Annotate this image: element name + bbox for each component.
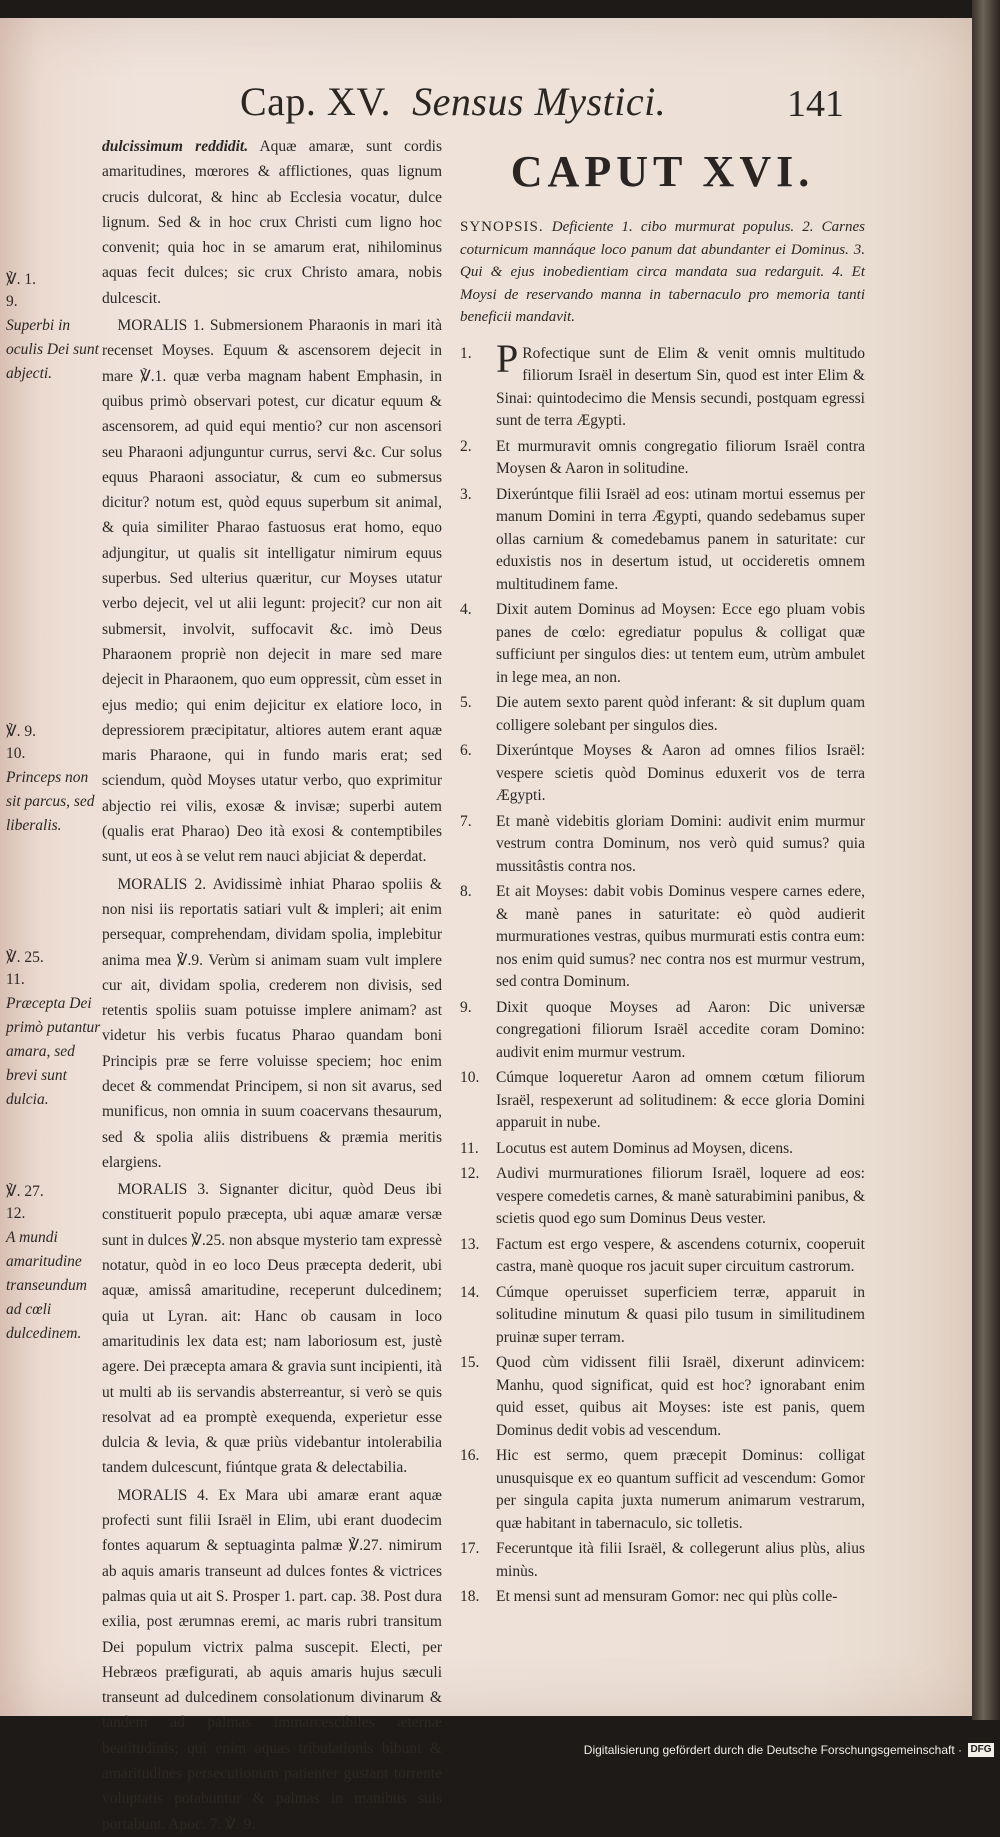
verse-text: Et mensi sunt ad mensuram Gomor: nec qui plùs colle-	[496, 1588, 838, 1605]
chapter-ref: Cap. XV.	[240, 79, 392, 124]
paragraph-lead: MORALIS 2.	[117, 875, 207, 893]
margin-note-text: Superbi in oculis Dei sunt abjecti.	[6, 317, 99, 382]
paragraph-text: Aquæ amaræ, sunt cordis amaritudines, mœrores & afflictiones, quas lignum crucis dulcorat, & hinc ab Ecclesia vocatur, dulce lignum. Sed & in hoc crux Christi cum ligno hoc convenit; quia hoc in se amarum erat, nihilominus aquas fecit dulces; sic crux Christo amara, nobis dulcescit.	[102, 138, 442, 307]
margin-note-text: A mundi amaritudine transeundum ad cœli dulcedinem.	[6, 1229, 87, 1342]
verse-number: 11.	[460, 1139, 479, 1157]
verse-text: Dixerúntque Moyses & Aaron ad omnes filios Israël: vespere scietis quòd Dominus eduxerit vos de terra Ægypti.	[496, 742, 865, 804]
verse	[460, 1538, 865, 1583]
verse	[460, 881, 865, 994]
paragraph-text: Avidissimè inhiat Pharao spoliis & non nisi iis reportatis satiari vult & impleri; ait enim persequar, comprehendam, dividam spolia, implebitur anima mea ℣.9. Verùm si animam suam vult implere cur ait, dividam spolia, crederem non divisis, sed retentis spoliis suam potuisse implere animam? ast videtur his verbis fucatus Pharao quandam boni Principis præ se ferre voluisse speciem; hoc enim decet & commendat Principem, si non sit avarus, sed munificus, non omnia in suum coacervans thesaurum, sed & spolia aliis distribuens & præmia meritis elargiens.	[102, 875, 442, 1171]
verse-list	[460, 335, 865, 1609]
verse-number: 3.	[460, 485, 472, 503]
paragraph-lead: MORALIS 1.	[117, 317, 205, 335]
running-header	[0, 68, 978, 138]
right-text-column	[460, 146, 865, 1612]
verse-text: Et ait Moyses: dabit vobis Dominus vespere carnes edere, & manè panes in saturitate: eò quòd audierit murmurationes vestras, quibus murmurati estis contra eum: nos enim quid sumus? nec contra nos est murmur vestrum, sed contra Dominum.	[496, 883, 865, 990]
margin-ref: 11.	[6, 971, 25, 988]
verse	[460, 692, 865, 737]
verse-text: Rofectique sunt de Elim & venit omnis multitudo filiorum Israël in desertum Sin, quod est inter Elim & Sinai: quintodecimo die Mensis secundi, postquam egressi sunt de terra Ægypti.	[496, 344, 865, 429]
verse	[460, 1445, 865, 1535]
margin-note	[6, 290, 102, 386]
verse-text: Dixerúntque filii Israël ad eos: utinam mortui essemus per manum Domini in terra Ægypti, quando sedebamus super ollas carnium & comedebamus panem in saturitate: cur eduxistis nos in desertum istud, ut occideretis omnem multitudinem fame.	[496, 485, 865, 593]
verse-number: 12.	[460, 1165, 480, 1182]
paragraph	[102, 1483, 442, 1837]
verse	[460, 599, 865, 689]
verse	[460, 436, 865, 481]
verse-number: 15.	[460, 1354, 480, 1371]
verse-text: Et murmuravit omnis congregatio filiorum Israël contra Moysen & Aaron in solitudine.	[496, 437, 865, 477]
synopsis	[460, 216, 865, 329]
verse-number: 4.	[460, 601, 472, 618]
verse-number: 9.	[460, 998, 472, 1016]
verse-number: 16.	[460, 1447, 480, 1464]
verse	[460, 1067, 865, 1135]
verse-text: Cúmque loqueretur Aaron ad omnem cœtum filiorum Israël, respexerunt ad solitudinem: & ecce gloria Domini apparuit in nube.	[496, 1069, 865, 1131]
margin-note-text: Præcepta Dei primò putantur amara, sed brevi sunt dulcia.	[6, 995, 101, 1108]
verse	[460, 335, 865, 433]
page-number: 141	[787, 83, 844, 125]
paragraph-text: Signanter dicitur, quòd Deus ibi constituerit populo præcepta, ubi aquæ amaræ versæ sunt in dulces ℣.25. non absque mysterio tam expressè notatur, quòd in eo loco Deus præcepta dederit, ubi aquæ, amissâ amaritudine, receperunt dulcedinem; quia ut Lyran. ait: Hanc ob causam in loco amaritudinis lex data est; nam laboriosum est, justè agere. Dei præcepta amara & gravia sunt incipienti, ità ut multi ab iis servandis absterreantur, si verò se quis resolvat ad ea promptè exequenda, experietur esse dulcia & levia, & quæ priùs videbantur intolerabilia tandem dulcescunt, fiúntque grata & delectabilia.	[102, 1181, 442, 1477]
verse-text: Dixit quoque Moyses ad Aaron: Dic universæ congregationi filiorum Israël accedite coram Domino: audivit enim murmur vestrum.	[496, 998, 865, 1061]
digitization-footer	[0, 1735, 1000, 1768]
margin-ref: 10.	[6, 745, 26, 762]
verse-text: Die autem sexto parent quòd inferant: & sit duplum quam colligere solebant per singulos dies.	[496, 694, 865, 734]
verse-text: Audivi murmurationes filiorum Israël, loquere ad eos: vespere comedetis carnes, & manè saturabimini panibus, & scietis quod ego sum Dominus Deus vester.	[496, 1165, 865, 1227]
margin-ref: ℣. 9.	[6, 723, 36, 740]
section-title: Sensus Mystici.	[412, 79, 667, 124]
paragraph	[102, 313, 442, 870]
dfg-logo: DFG	[968, 1743, 994, 1757]
verse-number: 8.	[460, 883, 472, 900]
verse-text: Feceruntque ità filii Israël, & collegerunt alius plùs, alius minùs.	[496, 1540, 865, 1580]
margin-ref: ℣. 27.	[6, 1183, 44, 1200]
funding-credit: Digitalisierung gefördert durch die Deutsche Forschungsgemeinschaft ·	[583, 1743, 962, 1757]
verse	[460, 1138, 865, 1161]
margin-ref: 12.	[6, 1205, 26, 1222]
verse	[460, 1586, 865, 1609]
margin-note	[6, 742, 102, 838]
verse-text: Dixit autem Dominus ad Moysen: Ecce ego pluam vobis panes de cœlo: egrediatur populus & colligat quæ sufficiunt per singulos dies: ut tentem eum, utrùm ambulet in lege mea, an non.	[496, 601, 865, 686]
verse-text: Factum est ergo vespere, & ascendens coturnix, cooperuit castra, manè quoque ros jacuit super circuitum castrorum.	[496, 1235, 865, 1275]
margin-note	[6, 1180, 102, 1204]
margin-note	[6, 720, 102, 744]
margin-note-text: Princeps non sit parcus, sed liberalis.	[6, 769, 95, 834]
margin-ref: ℣. 1.	[6, 271, 36, 288]
margin-ref: ℣. 25.	[6, 949, 44, 966]
verse	[460, 484, 865, 597]
verse-text: Quod cùm vidissent filii Israël, dixerunt adinvicem: Manhu, quod significat, quid est hoc? ignorabant enim quid esset, quibus ait Moyses: iste est panis, quem Dominus dedit vobis ad vescendum.	[496, 1354, 865, 1439]
verse	[460, 740, 865, 808]
verse-number: 5.	[460, 694, 472, 711]
verse	[460, 1352, 865, 1442]
verse	[460, 997, 865, 1065]
margin-ref: 9.	[6, 293, 18, 310]
book-edge	[972, 0, 1000, 1720]
paragraph-text: Ex Mara ubi amaræ erant aquæ profecti sunt filii Israël in Elim, ubi erant duodecim fontes aquarum & septuaginta palmæ ℣.27. nimirum ab aquis amaris transeunt ad dulces fontes & victrices palmas quia ut ait S. Prosper 1. part. cap. 38. Post dura exilia, post ærumnas eremi, ac maris rubri transitum Dei populum victrix palma suscepit. Electi, per Hebræos præfigurati, ab aquis amaris hujus sæculi transeunt ad dulcedinem consolationum divinarum & tandem ad palmas immarcescibiles æternæ beatitudinis; qui enim aquas tribulationis bibunt & amaritudines persecutionum patienter gustant torrente voluptatis potabuntur & palmas in manibus suis portabunt. Apoc. 7. ℣. 9.	[102, 1486, 442, 1833]
margin-note	[6, 268, 102, 292]
verse-text: Et manè videbitis gloriam Domini: audivit enim murmur vestrum contra Dominum, nos verò quid sumus? quia mussitâstis contra nos.	[496, 812, 865, 875]
margin-note	[6, 946, 102, 970]
margin-note	[6, 968, 102, 1112]
verse	[460, 1163, 865, 1231]
paragraph	[102, 1177, 442, 1481]
running-title	[240, 78, 666, 125]
verse-number: 13.	[460, 1235, 480, 1253]
verse	[460, 1282, 865, 1350]
paragraph-lead: dulcissimum reddidit.	[102, 138, 249, 155]
verse-number: 2.	[460, 437, 472, 455]
drop-cap: P	[496, 335, 519, 381]
verse-text: Cúmque operuisset superficiem terræ, apparuit in solitudine minutum & quasi pilo tusum in similitudinem pruinæ super terram.	[496, 1283, 865, 1346]
verse-number: 6.	[460, 742, 472, 759]
verse-number: 7.	[460, 812, 472, 830]
paragraph-lead: MORALIS 4.	[117, 1486, 209, 1504]
verse-text: Hic est sermo, quem præcepit Dominus: colligat unusquisque ex eo quantum sufficit ad vescendum: Gomor per singula capita juxta numerum animarum vestrarum, quæ habitant in tabernaculo, sic tolletis.	[496, 1447, 865, 1532]
synopsis-text: Deficiente 1. cibo murmurat populus. 2. Carnes coturnicum mannáque loco panum dat abundanter ei Dominus. 3. Qui & ejus inobedientiam circa mandata sua redarguit. 4. Et Moysi de reservando manna in tabernaculo pro memoria tanti beneficii mandavit.	[460, 219, 865, 325]
paragraph-text: Submersionem Pharaonis in mari ità recenset Moyses. Equum & ascensorem dejecit in mare ℣.1. quæ verba magnam habent Emphasin, in quibus primò observari potest, cur dicatur equum & ascensorem, ad quid equi mentio? cur non ascensori seu Pharaoni adjunguntur currus, servi &c. Cur solus equus Pharaoni associatur, & cum eo submersus dicitur? notum est, quòd equus superbum sit animal, & quia similiter Pharao fastuosus erat homo, equo adjungitur, ut qualis sit intelligatur nimirum equus superbus. Sed ulterius quæritur, cur Moyses utatur verbo dejecit, vel ut alii legunt: projecit? cur non ait submersit, involvit, suffocavit &c. imò Deus Pharaonem propriè non dejecit in mare sed mare dejecit in Pharaonem, quo eum oppressit, cùm esset in ejus medio; qui enim dejicitur ex elatiore loco, in depressiorem præcipitatur, altiores autem erant aquæ maris Pharaone, qui in fundo maris erat; sed sciendum, quòd Moyses utatur verbo, quo exprimitur abjectio rei vilis, exosæ & invisæ; superbi autem (qualis erat Pharao) Deo ità exosi & contemptibiles sunt, ut eos à se velut rem nauci abjiciat & deperdat.	[102, 317, 442, 866]
paragraph-lead: MORALIS 3.	[117, 1181, 210, 1199]
verse-number: 14.	[460, 1283, 480, 1301]
verse	[460, 1234, 865, 1279]
chapter-heading: CAPUT XVI.	[510, 147, 815, 196]
paragraph	[102, 134, 442, 311]
verse-text: Locutus est autem Dominus ad Moysen, dicens.	[496, 1139, 794, 1157]
margin-note	[6, 1202, 102, 1346]
verse	[460, 811, 865, 879]
verse-number: 18.	[460, 1588, 480, 1605]
synopsis-label: SYNOPSIS.	[460, 219, 544, 235]
verse-number: 17.	[460, 1540, 480, 1557]
verse-number: 1.	[460, 344, 472, 362]
left-text-column	[102, 134, 442, 1837]
paragraph	[102, 872, 442, 1176]
verse-number: 10.	[460, 1069, 480, 1086]
